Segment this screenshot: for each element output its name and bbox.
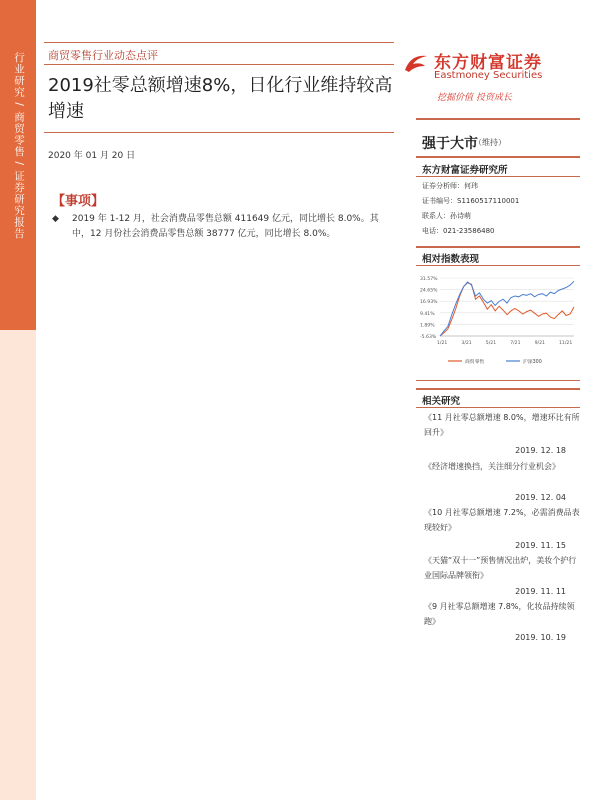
rating-sub: （维持）	[474, 138, 506, 147]
related-date-2: 2019. 12. 04	[515, 493, 566, 502]
relative-index-chart	[418, 270, 580, 374]
header-rule	[44, 64, 394, 65]
related-date-3: 2019. 11. 15	[515, 541, 566, 550]
analyst-cert: 证书编号：S1160517110001	[422, 197, 520, 205]
related-date-4: 2019. 11. 11	[515, 587, 566, 596]
y-tick-label: 16.93%	[420, 300, 438, 306]
related-underline	[416, 407, 580, 408]
institute-rule	[416, 156, 580, 158]
related-title: 相关研究	[422, 396, 461, 407]
x-tick-label: 9/21	[534, 341, 545, 346]
rating-top-rule	[416, 118, 580, 120]
related-item-1[interactable]: 《11 月社零总额增速 8.0%，增速环比有所回升》	[424, 413, 580, 437]
report-category: 商贸零售行业动态点评	[48, 49, 158, 62]
title-rule	[44, 132, 394, 133]
related-item-4[interactable]: 《天猫“双十一”预售情况出炉，美妆个护行业国际品牌领衔》	[424, 556, 577, 580]
index-underline	[416, 265, 580, 266]
institute-underline	[416, 176, 580, 177]
header-top-rule	[44, 42, 394, 43]
x-tick-label: 5/21	[485, 341, 497, 346]
report-date: 2020 年 01 月 20 日	[48, 151, 136, 161]
x-tick-label: 3/21	[461, 341, 472, 346]
x-tick-label: 7/21	[510, 341, 521, 346]
y-tick-label: 9.41%	[420, 311, 435, 317]
report-title: 2019社零总额增速8%，日化行业维持较高增速	[48, 75, 393, 122]
contact-phone: 电话：021-23586480	[422, 227, 495, 235]
index-rule	[416, 246, 580, 248]
diamond-bullet-icon: ◆	[52, 214, 59, 224]
related-date-5: 2019. 10. 19	[515, 633, 566, 642]
event-body: 2019 年 1-12 月，社会消费品零售总额 411649 亿元，同比增长 8.0%。其中，12 月份社会消费品零售总额 38777 亿元，同比增长 8.0%。	[72, 214, 379, 239]
x-tick-label: 1/21	[437, 341, 448, 346]
x-tick-label: 11/21	[559, 341, 573, 346]
index-perf-title: 相对指数表现	[422, 254, 480, 265]
brand-name-en: Eastmoney Securities	[434, 70, 543, 81]
legend-label: 商贸零售	[465, 360, 485, 365]
series-line-1	[440, 283, 574, 336]
institute-title: 东方财富证券研究所	[422, 165, 508, 176]
eastmoney-logo-icon	[403, 50, 429, 76]
y-tick-label: 31.57%	[420, 277, 438, 282]
related-item-3[interactable]: 《10 月社零总额增速 7.2%，必需消费品表现较好》	[424, 508, 580, 532]
related-rule	[416, 388, 580, 390]
related-item-5[interactable]: 《9 月社零总额增速 7.8%，化妆品持续领跑》	[424, 602, 575, 626]
related-item-2[interactable]: 《经济增速换挡，关注细分行业机会》	[424, 462, 560, 471]
y-tick-label: -5.63%	[420, 335, 437, 340]
chart-bottom-rule	[416, 380, 580, 381]
contact-person: 联系人：孙诗萌	[422, 212, 471, 220]
brand-slogan: 挖掘价值 投资成长	[437, 93, 512, 103]
y-tick-label: 1.89%	[420, 323, 435, 329]
y-tick-label: 24.65%	[420, 288, 438, 294]
event-heading: 【事项】	[52, 194, 105, 209]
analyst-name: 证券分析师：何玮	[422, 182, 478, 190]
brand-name-cn: 东方财富证券	[434, 53, 542, 73]
rating-label: 强于大市	[422, 136, 478, 152]
sidebar-label: 行业研究 / 商贸零售 / 证券研究报告	[13, 52, 25, 240]
legend-label: 沪深300	[523, 360, 542, 365]
related-date-1: 2019. 12. 18	[515, 446, 566, 455]
